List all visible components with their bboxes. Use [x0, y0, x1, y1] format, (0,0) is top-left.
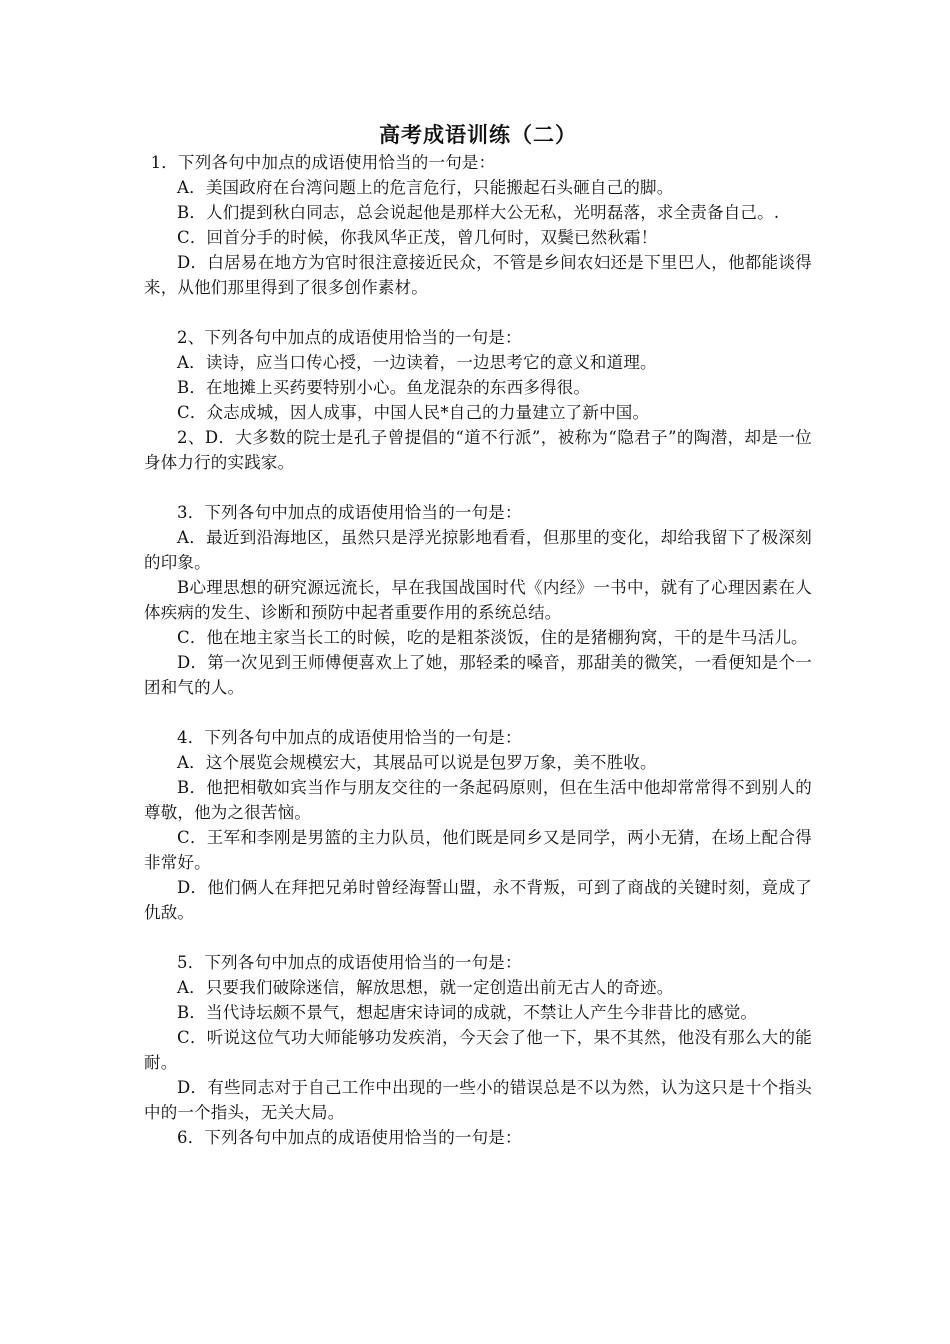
- option-a: A．最近到沿海地区，虽然只是浮光掠影地看看，但那里的变化，却给我留下了极深刻的印象。: [144, 528, 812, 572]
- document-body: [144, 120, 812, 1150]
- option-b: B．当代诗坛颇不景气，想起唐宋诗词的成就，不禁让人产生今非昔比的感觉。: [177, 1003, 758, 1022]
- question-stem: 1．下列各句中加点的成语使用恰当的一句是：: [150, 153, 496, 172]
- question-6-stem: 6．下列各句中加点的成语使用恰当的一句是：: [177, 1128, 522, 1147]
- option-c: C．王军和李刚是男篮的主力队员，他们既是同乡又是同学，两小无猜，在场上配合得非常好。: [144, 828, 812, 872]
- option-b: B心理思想的研究源远流长，早在我国战国时代《内经》一书中，就有了心理因素在人体疾病的发生、诊断和预防中起者重要作用的系统总结。: [144, 578, 812, 622]
- option-a: A．美国政府在台湾问题上的危言危行，只能搬起石头砸自己的脚。: [177, 178, 674, 197]
- option-d: 2、D．大多数的院士是孔子曾提倡的“道不行派”，被称为“隐君子”的陶潜，却是一位身体力行的实践家。: [144, 428, 812, 472]
- option-a: A．只要我们破除迷信，解放思想，就一定创造出前无古人的奇迹。: [177, 978, 674, 997]
- question-4: [144, 725, 812, 925]
- option-c: C．众志成城，因人成事，中国人民*自己的力量建立了新中国。: [177, 403, 650, 422]
- option-b: B．在地摊上买药要特别小心。鱼龙混杂的东西多得很。: [177, 378, 591, 397]
- question-5: [144, 950, 812, 1150]
- question-3: [144, 500, 812, 700]
- page-title: 高考成语训练（二）: [379, 123, 577, 147]
- option-c: C．回首分手的时候，你我风华正茂，曾几何时，双鬓已然秋霜！: [177, 228, 658, 247]
- option-d: D．他们俩人在拜把兄弟时曾经海誓山盟，永不背叛，可到了商战的关键时刻，竟成了仇敌。: [144, 878, 812, 922]
- question-1: [144, 150, 812, 300]
- option-c: C．他在地主家当长工的时候，吃的是粗茶淡饭，住的是猪棚狗窝，干的是牛马活儿。: [177, 628, 808, 647]
- question-stem: 5．下列各句中加点的成语使用恰当的一句是：: [177, 953, 522, 972]
- option-a: A．这个展览会规模宏大，其展品可以说是包罗万象，美不胜收。: [177, 753, 657, 772]
- option-b: B．人们提到秋白同志，总会说起他是那样大公无私，光明磊落，求全责备自己。.: [177, 203, 780, 222]
- question-stem: 3．下列各句中加点的成语使用恰当的一句是：: [177, 503, 522, 522]
- question-stem: 4．下列各句中加点的成语使用恰当的一句是：: [177, 728, 522, 747]
- option-d: D．有些同志对于自己工作中出现的一些小的错误总是不以为然，认为这只是十个指头中的一个指头，无关大局。: [144, 1078, 812, 1122]
- option-c: C．听说这位气功大师能够功发疾消，今天会了他一下，果不其然，他没有那么大的能耐。: [144, 1028, 812, 1072]
- option-a: A．读诗，应当口传心授，一边读着，一边思考它的意义和道理。: [177, 353, 657, 372]
- option-d: D．第一次见到王师傅便喜欢上了她，那轻柔的嗓音，那甜美的微笑，一看便知是个一团和气的人。: [144, 653, 812, 697]
- option-b: B．他把相敬如宾当作与朋友交往的一条起码原则，但在生活中他却常常得不到别人的尊敬，他为之很苦恼。: [144, 778, 812, 822]
- option-d: D．白居易在地方为官时很注意接近民众，不管是乡间农妇还是下里巴人，他都能谈得来，从他们那里得到了很多创作素材。: [144, 253, 812, 297]
- question-2: [144, 325, 812, 475]
- question-stem: 2、下列各句中加点的成语使用恰当的一句是：: [177, 328, 522, 347]
